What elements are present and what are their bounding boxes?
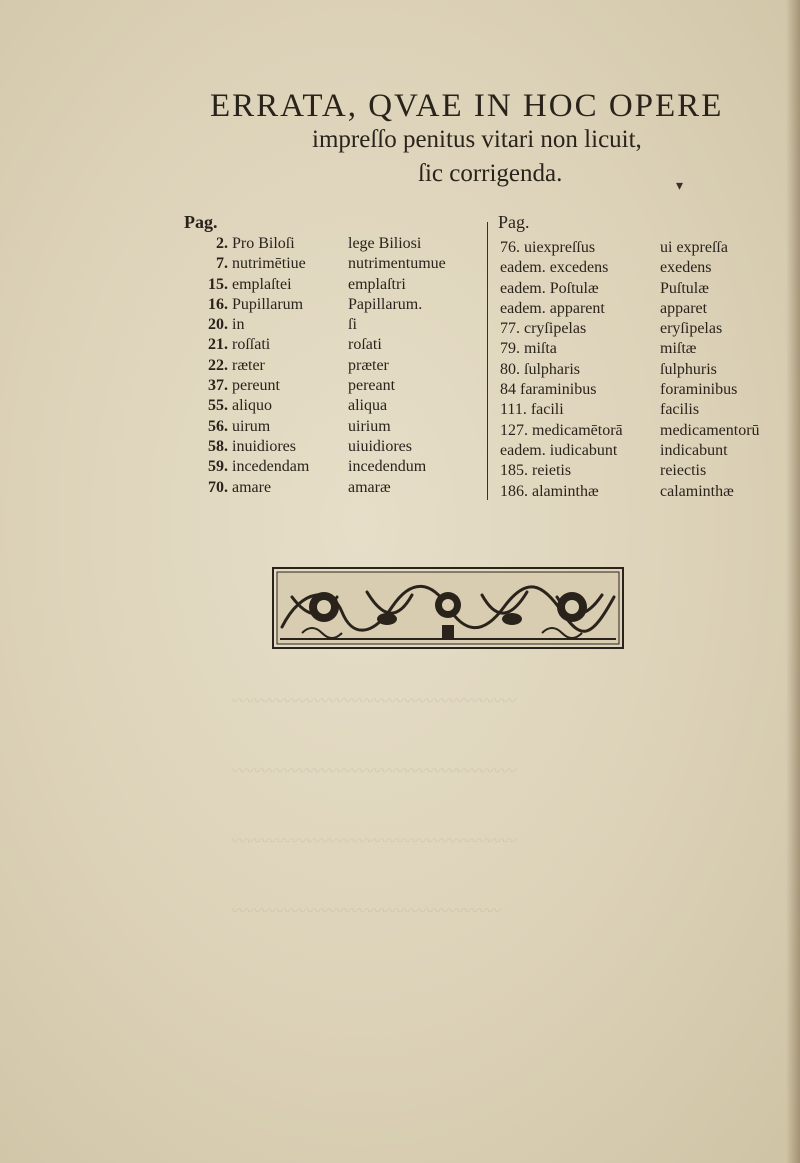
errata-subtitle-line-2: ſic corrigenda. (418, 160, 563, 187)
corrected-text: incedendum (348, 458, 427, 476)
table-row (192, 356, 478, 376)
page-number: 56. (208, 417, 228, 435)
erroneous-text: incedendam (232, 458, 310, 476)
table-row (500, 299, 800, 319)
table-row (500, 238, 800, 258)
erroneous-text: in (232, 316, 245, 334)
table-row (192, 376, 478, 396)
page-number: 58. (208, 437, 228, 455)
erroneous-text: 76. uiexpreſſus (500, 239, 596, 256)
page-edge-shadow (786, 0, 800, 1163)
table-row (500, 461, 800, 481)
page-number: 59. (208, 458, 228, 476)
table-row (500, 421, 800, 441)
table-row (192, 254, 478, 274)
erroneous-text: 127. medicamētorā (500, 421, 623, 439)
table-row (500, 400, 800, 420)
table-row (500, 441, 800, 461)
right-column-heading: Pag. (498, 212, 530, 232)
table-row (500, 339, 800, 359)
errata-subtitle-line-1: impreſſo penitus vitari non licuit, (312, 126, 642, 153)
corrected-text: pereant (348, 377, 396, 395)
page-number: 7. (216, 255, 228, 273)
page-number: 16. (208, 295, 228, 313)
corrected-text: indicabunt (660, 441, 728, 459)
foliage-ornament-icon (272, 567, 624, 649)
corrected-text: ſi (348, 316, 357, 334)
corrected-text: aliqua (348, 397, 388, 415)
table-row (192, 275, 478, 295)
corrected-text: eryſipelas (660, 320, 723, 338)
corrected-text: apparet (660, 299, 708, 317)
table-row (500, 360, 800, 380)
corrected-text: Puſtulæ (660, 279, 709, 297)
table-row (192, 315, 478, 335)
show-through-text: 〰〰〰〰〰〰〰〰〰〰〰〰〰〰〰〰〰〰 (230, 904, 501, 920)
table-row (192, 335, 478, 355)
erroneous-text: 79. miſta (500, 340, 557, 358)
erroneous-text: eadem. excedens (500, 259, 609, 277)
column-divider (487, 222, 488, 500)
corrected-text: reiectis (660, 462, 707, 480)
corrected-text: calaminthæ (660, 482, 734, 500)
table-row (192, 396, 478, 416)
errata-title: ERRATA, QVAE IN HOC OPERE (210, 88, 724, 124)
erroneous-text: inuidiores (232, 437, 296, 455)
page-number: 70. (208, 478, 228, 496)
erroneous-text: ræter (232, 356, 265, 374)
corrected-text: miſtæ (660, 340, 697, 358)
corrected-text: emplaſtri (348, 275, 406, 293)
table-row (500, 258, 800, 278)
corrected-text: foraminibus (660, 381, 738, 399)
erroneous-text: uirum (232, 417, 271, 435)
erroneous-text: Pupillarum (232, 295, 304, 313)
erroneous-text: 111. facili (500, 401, 564, 419)
table-row (192, 478, 478, 498)
left-column-heading: Pag. (184, 212, 218, 232)
show-through-text: 〰〰〰〰〰〰〰〰〰〰〰〰〰〰〰〰〰〰〰 (230, 764, 516, 780)
corrected-text: medicamentorū (660, 421, 760, 439)
corrected-text: præter (348, 356, 389, 374)
erroneous-text: nutrimētiue (232, 255, 306, 273)
table-row (500, 380, 800, 400)
erroneous-text: Pro Biloſi (232, 235, 295, 252)
show-through-text: 〰〰〰〰〰〰〰〰〰〰〰〰〰〰〰〰〰〰〰 (230, 834, 516, 850)
corrected-text: facilis (660, 401, 700, 419)
page-number: 55. (208, 397, 228, 415)
table-row (192, 457, 478, 477)
corrected-text: amaræ (348, 478, 391, 496)
woodcut-ornament-band (272, 567, 624, 649)
page-number: 21. (208, 336, 228, 354)
erroneous-text: 84 faraminibus (500, 381, 597, 399)
erroneous-text: eadem. Poſtulæ (500, 279, 599, 297)
table-row (500, 319, 800, 339)
right-errata-table (500, 238, 800, 502)
ink-mark-icon: ▾ (676, 179, 684, 194)
erroneous-text: 185. reietis (500, 462, 572, 480)
page-number: 2. (216, 235, 228, 252)
corrected-text: uiuidiores (348, 437, 412, 455)
corrected-text: uirium (348, 417, 391, 435)
erroneous-text: amare (232, 478, 272, 496)
erroneous-text: pereunt (232, 377, 280, 395)
page-number: 37. (208, 377, 228, 395)
corrected-text: ſulphuris (660, 360, 717, 378)
corrected-text: ui expreſſa (660, 239, 728, 256)
corrected-text: lege Biliosi (348, 235, 422, 252)
erroneous-text: roſſati (232, 336, 271, 354)
page-number: 15. (208, 275, 228, 293)
erroneous-text: eadem. iudicabunt (500, 441, 618, 459)
erroneous-text: 77. cryſipelas (500, 320, 587, 338)
erroneous-text: 186. alaminthæ (500, 482, 599, 500)
corrected-text: nutrimentumue (348, 255, 446, 273)
corrected-text: roſati (348, 336, 382, 354)
table-row (192, 234, 478, 254)
table-row (500, 279, 800, 299)
show-through-text: 〰〰〰〰〰〰〰〰〰〰〰〰〰〰〰〰〰〰〰 (230, 694, 516, 710)
page-number: 22. (208, 356, 228, 374)
table-row (192, 417, 478, 437)
erroneous-text: emplaſtei (232, 275, 292, 293)
erroneous-text: eadem. apparent (500, 299, 605, 317)
erroneous-text: aliquo (232, 397, 272, 415)
corrected-text: Papillarum. (348, 295, 423, 313)
corrected-text: exedens (660, 259, 712, 277)
table-row (192, 437, 478, 457)
table-row (500, 482, 800, 502)
left-errata-table (192, 234, 478, 498)
erroneous-text: 80. ſulpharis (500, 360, 580, 378)
table-row (192, 295, 478, 315)
page-number: 20. (208, 316, 228, 334)
